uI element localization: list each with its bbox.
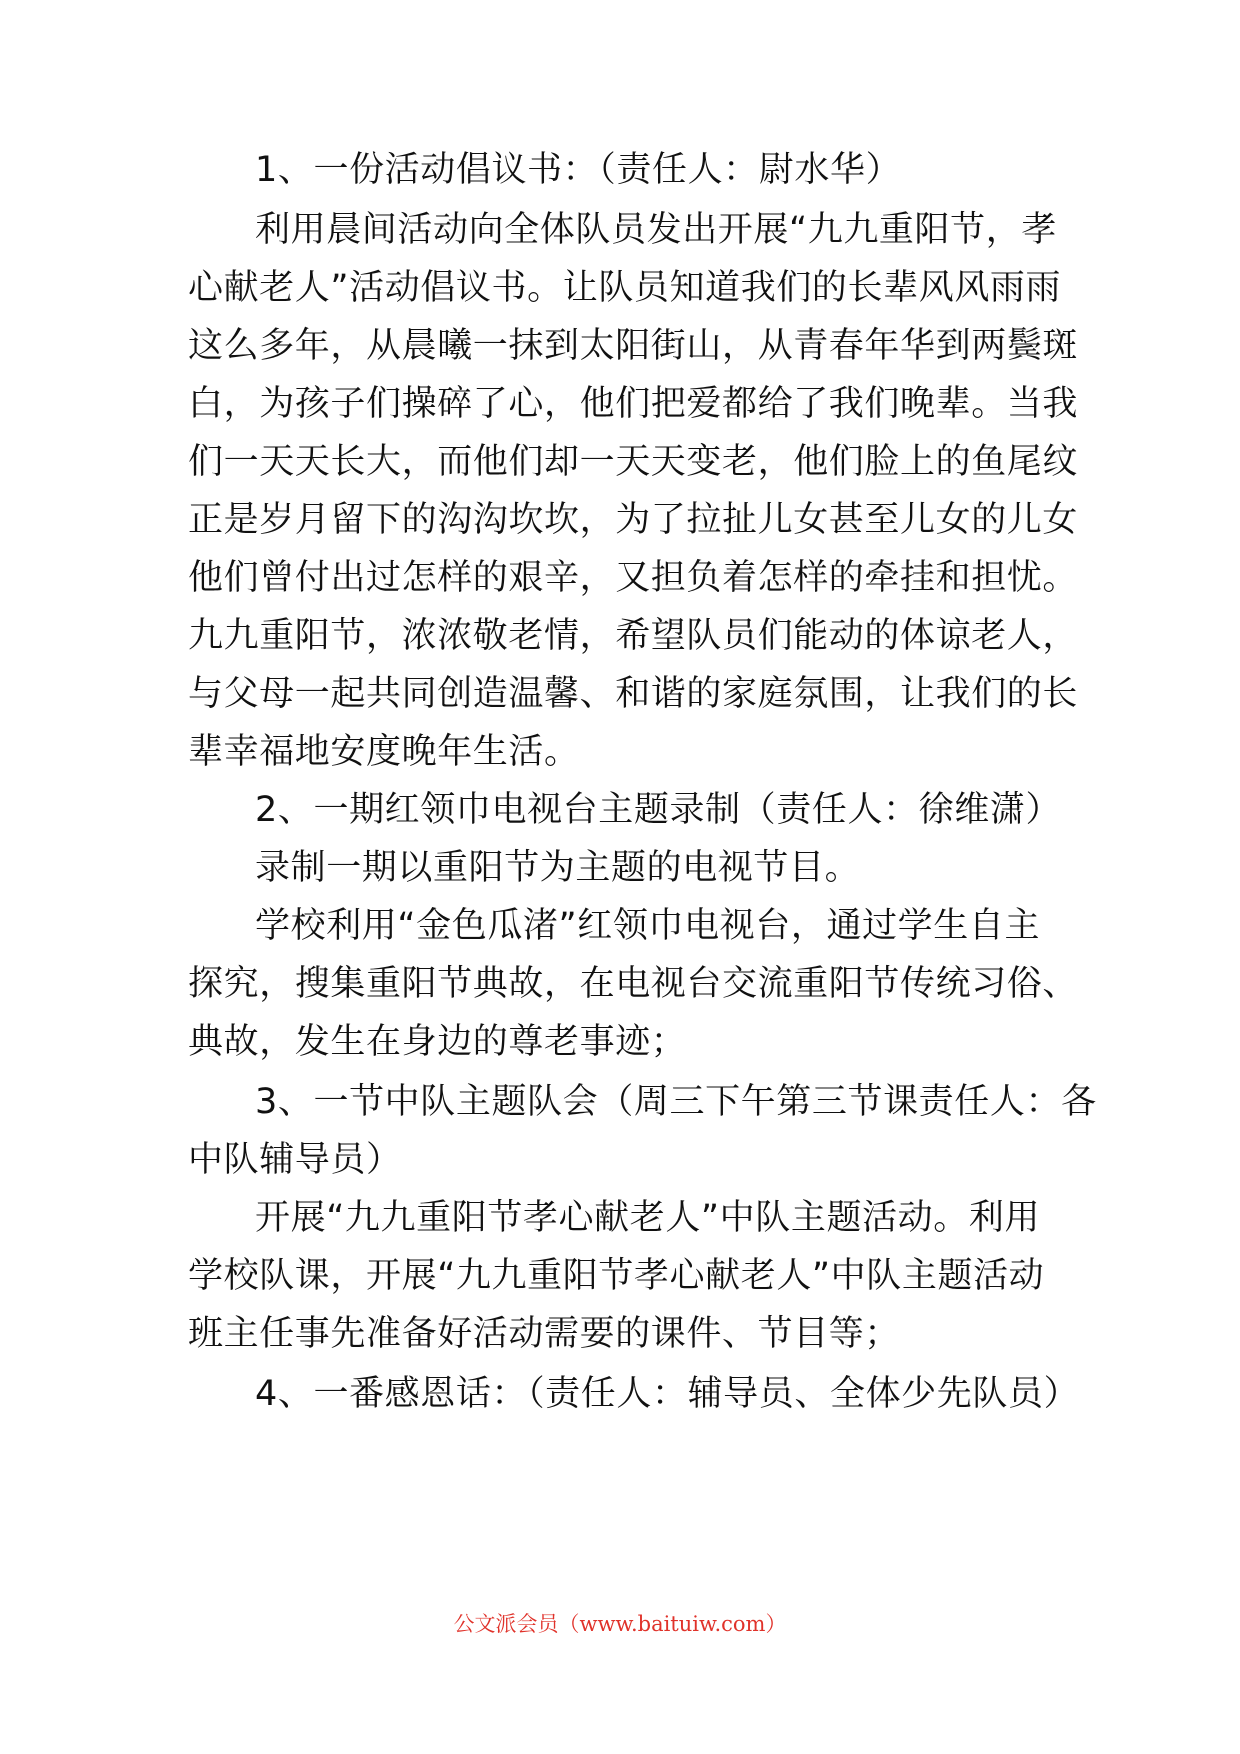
- paragraph-line: 录制一期以重阳节为主题的电视节目。: [255, 848, 861, 888]
- item-4-heading: 4、一番感恩话：（责任人：辅导员、全体少先队员）: [255, 1374, 1080, 1414]
- item-2-heading: 2、一期红领巾电视台主题录制（责任人：徐维潇）: [255, 790, 1062, 830]
- footer-watermark: 公文派会员（www.baituiw.com）: [453, 1612, 787, 1636]
- paragraph-line: 开展“九九重阳节孝心献老人”中队主题活动。利用: [255, 1198, 1041, 1238]
- paragraph-line: 他们曾付出过怎样的艰辛，又担负着怎样的牵挂和担忧。: [188, 558, 1079, 598]
- paragraph-line: 心献老人”活动倡议书。让队员知道我们的长辈风风雨雨: [188, 268, 1062, 308]
- paragraph-line: 辈幸福地安度晚年生活。: [188, 732, 580, 772]
- item-3-heading: 3、一节中队主题队会（周三下午第三节课责任人：各: [255, 1082, 1097, 1122]
- item-3-heading-cont: 中队辅导员）: [188, 1140, 402, 1180]
- paragraph-line: 与父母一起共同创造温馨、和谐的家庭氛围，让我们的长: [188, 674, 1079, 714]
- paragraph-line: 这么多年，从晨曦一抹到太阳街山，从青春年华到两鬓斑: [188, 326, 1079, 366]
- paragraph-line: 学校利用“金色瓜渚”红领巾电视台，通过学生自主: [255, 906, 1041, 946]
- paragraph-line: 利用晨间活动向全体队员发出开展“九九重阳节，孝: [255, 210, 1057, 250]
- paragraph-line: 学校队课，开展“九九重阳节孝心献老人”中队主题活动: [188, 1256, 1045, 1296]
- paragraph-line: 探究，搜集重阳节典故，在电视台交流重阳节传统习俗、: [188, 964, 1079, 1004]
- paragraph-line: 典故，发生在身边的尊老事迹；: [188, 1022, 687, 1062]
- paragraph-line: 们一天天长大，而他们却一天天变老，他们脸上的鱼尾纹: [188, 442, 1079, 482]
- paragraph-line: 班主任事先准备好活动需要的课件、节目等；: [188, 1314, 901, 1354]
- paragraph-line: 正是岁月留下的沟沟坎坎，为了拉扯儿女甚至儿女的儿女: [188, 500, 1079, 540]
- paragraph-line: 白，为孩子们操碎了心，他们把爱都给了我们晚辈。当我: [188, 384, 1079, 424]
- paragraph-line: 九九重阳节，浓浓敬老情，希望队员们能动的体谅老人，: [188, 616, 1079, 656]
- item-1-heading: 1、一份活动倡议书：（责任人：尉水华）: [255, 150, 902, 190]
